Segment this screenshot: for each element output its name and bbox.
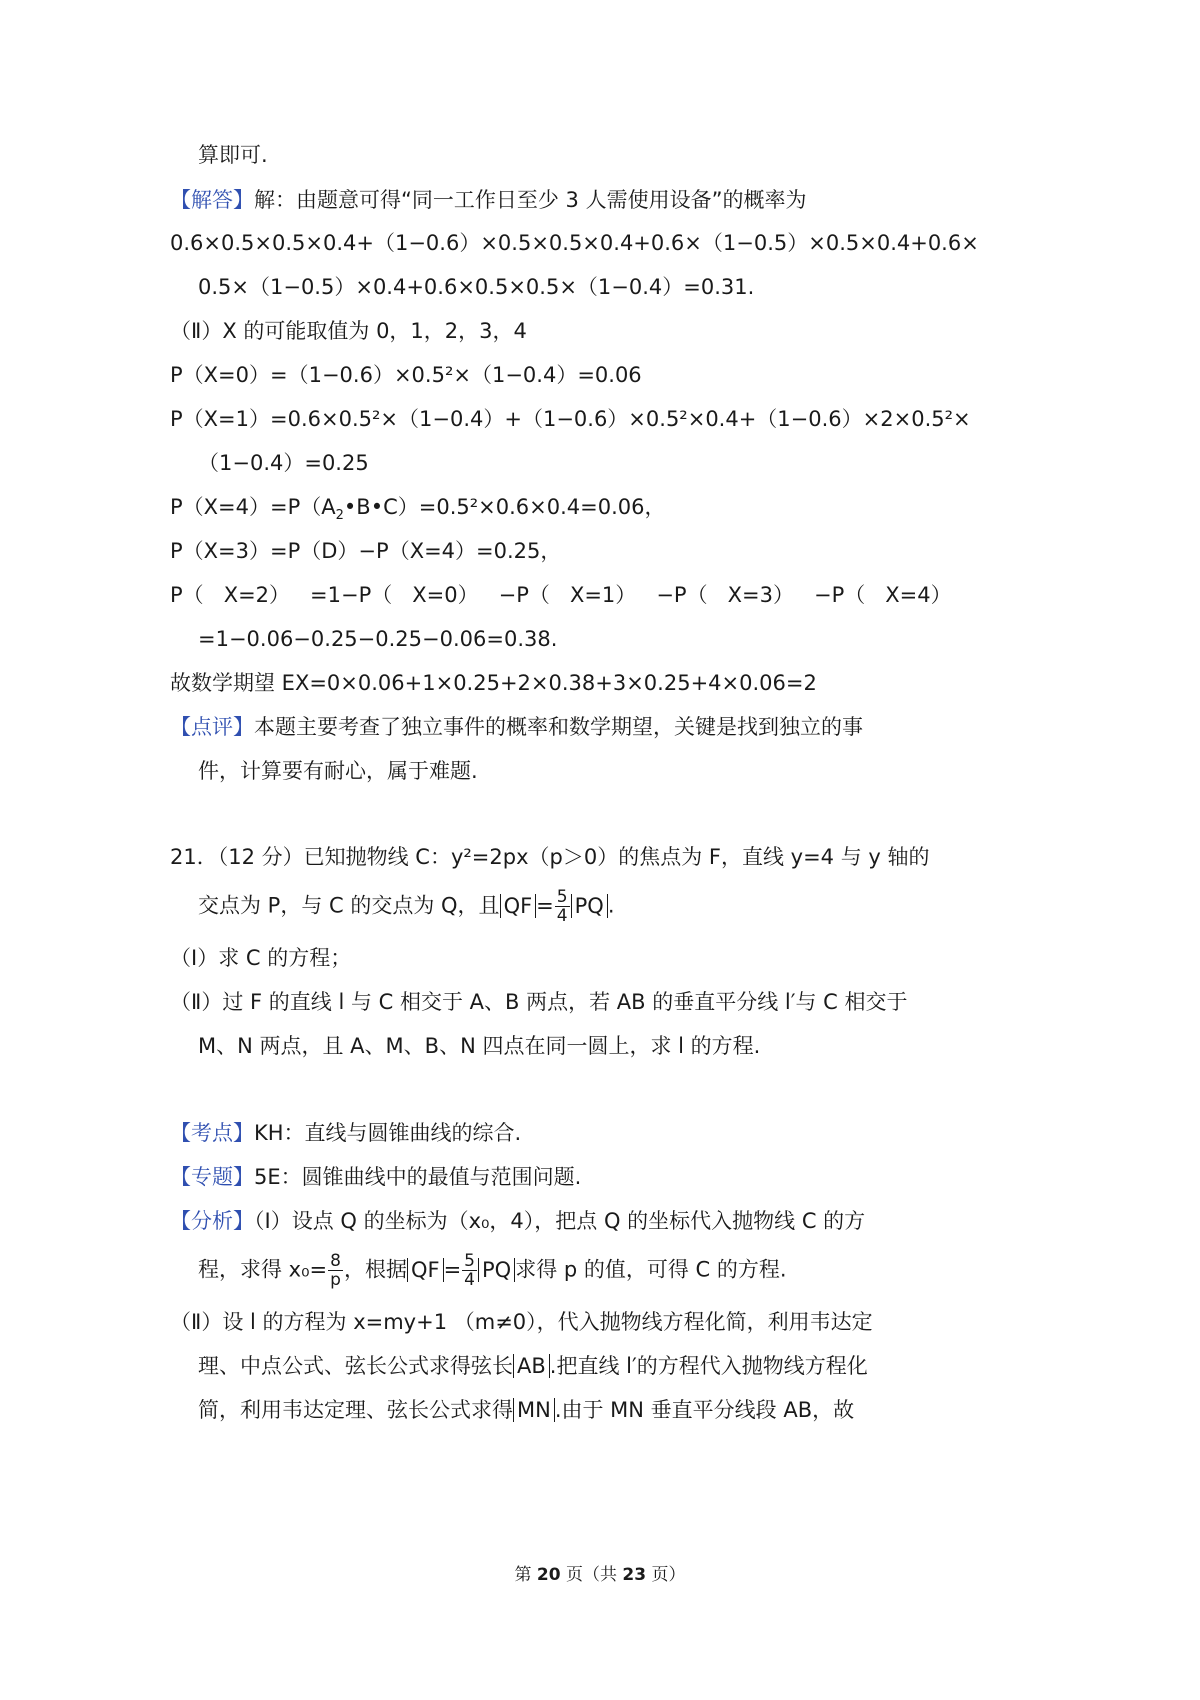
text-line: =1−0.06−0.25−0.25−0.06=0.38. — [198, 627, 558, 651]
text-line: P（X=0）=（1−0.6）×0.5²×（1−0.4）=0.06 — [170, 363, 642, 387]
text-line: 0.6×0.5×0.5×0.4+（1−0.6）×0.5×0.5×0.4+0.6×（1−0.5）×0.5×0.4+0.6× — [170, 231, 979, 255]
text-span: 理、中点公式、弦长公式求得弦长 — [198, 1354, 513, 1378]
text-line — [170, 492, 666, 531]
answer-line — [170, 185, 806, 215]
text-span: P（X=4）=P（A — [170, 495, 336, 519]
page-number: 20 — [536, 1565, 561, 1585]
text-span: = — [443, 1257, 462, 1282]
text-span: 程，求得 x₀= — [198, 1257, 328, 1282]
abs-value: QF — [500, 894, 537, 918]
answer-text: 解：由题意可得“同一工作日至少 3 人需使用设备”的概率为 — [254, 188, 807, 212]
fraction-numerator: 8 — [330, 1251, 341, 1271]
section-tag-fenxi: 【分析】 — [170, 1209, 254, 1233]
text-span: .把直线 l′的方程代入抛物线方程化 — [549, 1354, 868, 1378]
fraction — [462, 1252, 477, 1289]
text-span: . — [607, 893, 615, 918]
section-tag-zhuanti: 【专题】 — [170, 1165, 254, 1189]
fraction-numerator: 5 — [464, 1251, 475, 1271]
fraction-denominator: 4 — [464, 1270, 475, 1290]
text-line: （Ⅱ）X 的可能取值为 0，1，2，3，4 — [170, 319, 527, 343]
text-line: P（X=3）=P（D）−P（X=4）=0.25， — [170, 539, 562, 563]
text-line: P（ X=2） =1−P（ X=0） −P（ X=1） −P（ X=3） −P（ X=4） — [170, 583, 952, 607]
fraction — [328, 1252, 343, 1289]
section-tag-comment: 【点评】 — [170, 715, 254, 739]
text-line: （1−0.4）=0.25 — [198, 451, 369, 475]
fraction-denominator: 4 — [556, 906, 568, 926]
text-span: = — [536, 893, 554, 918]
abs-value: MN — [513, 1398, 555, 1422]
text-line: 件，计算要有耐心，属于难题. — [198, 759, 478, 783]
text-span: KH：直线与圆锥曲线的综合. — [254, 1121, 522, 1145]
comment-line — [170, 712, 863, 742]
footer-text: 第 — [514, 1565, 532, 1585]
text-line — [198, 1252, 787, 1289]
text-line — [198, 888, 615, 925]
text-line: 算即可. — [198, 143, 268, 167]
page-footer — [0, 1560, 1200, 1585]
subscript: 2 — [335, 508, 344, 524]
kaodian-line — [170, 1118, 521, 1148]
text-span: 交点为 P，与 C 的交点为 Q，且 — [198, 893, 500, 918]
abs-value: PQ — [571, 894, 608, 918]
text-line: （Ⅱ）设 l 的方程为 x=my+1 （m≠0），代入抛物线方程化简，利用韦达定 — [170, 1310, 873, 1334]
text-span: ，根据 — [343, 1257, 407, 1282]
text-span: .由于 MN 垂直平分线段 AB，故 — [554, 1398, 855, 1422]
text-line: M、N 两点，且 A、M、B、N 四点在同一圆上，求 l 的方程. — [198, 1034, 761, 1058]
footer-text: 页（共 — [566, 1565, 617, 1585]
problem-line: 21．（12 分）已知抛物线 C：y²=2px（p＞0）的焦点为 F，直线 y=4 与 y 轴的 — [170, 845, 930, 869]
total-pages: 23 — [622, 1565, 647, 1585]
text-line: （Ⅰ）求 C 的方程； — [170, 946, 352, 970]
text-line: P（X=1）=0.6×0.5²×（1−0.4）+（1−0.6）×0.5²×0.4+（1−0.6）×2×0.5²× — [170, 407, 971, 431]
comment-text: 本题主要考查了独立事件的概率和数学期望，关键是找到独立的事 — [254, 715, 863, 739]
section-tag-answer: 【解答】 — [170, 188, 254, 212]
text-line — [198, 1351, 868, 1381]
text-line: 故数学期望 EX=0×0.06+1×0.25+2×0.38+3×0.25+4×0.06=2 — [170, 671, 817, 695]
abs-value: QF — [407, 1258, 444, 1282]
fraction — [555, 888, 570, 925]
text-span: 5E：圆锥曲线中的最值与范围问题. — [254, 1165, 582, 1189]
abs-value: PQ — [478, 1258, 515, 1282]
fraction-denominator: p — [330, 1270, 341, 1290]
text-line — [198, 1395, 854, 1425]
text-line: （Ⅱ）过 F 的直线 l 与 C 相交于 A、B 两点，若 AB 的垂直平分线 l′与 C 相交于 — [170, 990, 908, 1014]
section-tag-kaodian: 【考点】 — [170, 1121, 254, 1145]
text-span: 简，利用韦达定理、弦长公式求得 — [198, 1398, 513, 1422]
text-line: 0.5×（1−0.5）×0.4+0.6×0.5×0.5×（1−0.4）=0.31. — [198, 275, 755, 299]
text-span: •B•C）=0.5²×0.6×0.4=0.06， — [343, 495, 666, 519]
fraction-numerator: 5 — [556, 887, 568, 907]
abs-value: AB — [513, 1354, 550, 1378]
text-span: 求得 p 的值，可得 C 的方程. — [515, 1257, 787, 1282]
text-span: （Ⅰ）设点 Q 的坐标为（x₀，4），把点 Q 的坐标代入抛物线 C 的方 — [254, 1209, 866, 1233]
footer-text: 页） — [651, 1565, 686, 1585]
zhuanti-line — [170, 1162, 581, 1192]
fenxi-line — [170, 1206, 865, 1236]
